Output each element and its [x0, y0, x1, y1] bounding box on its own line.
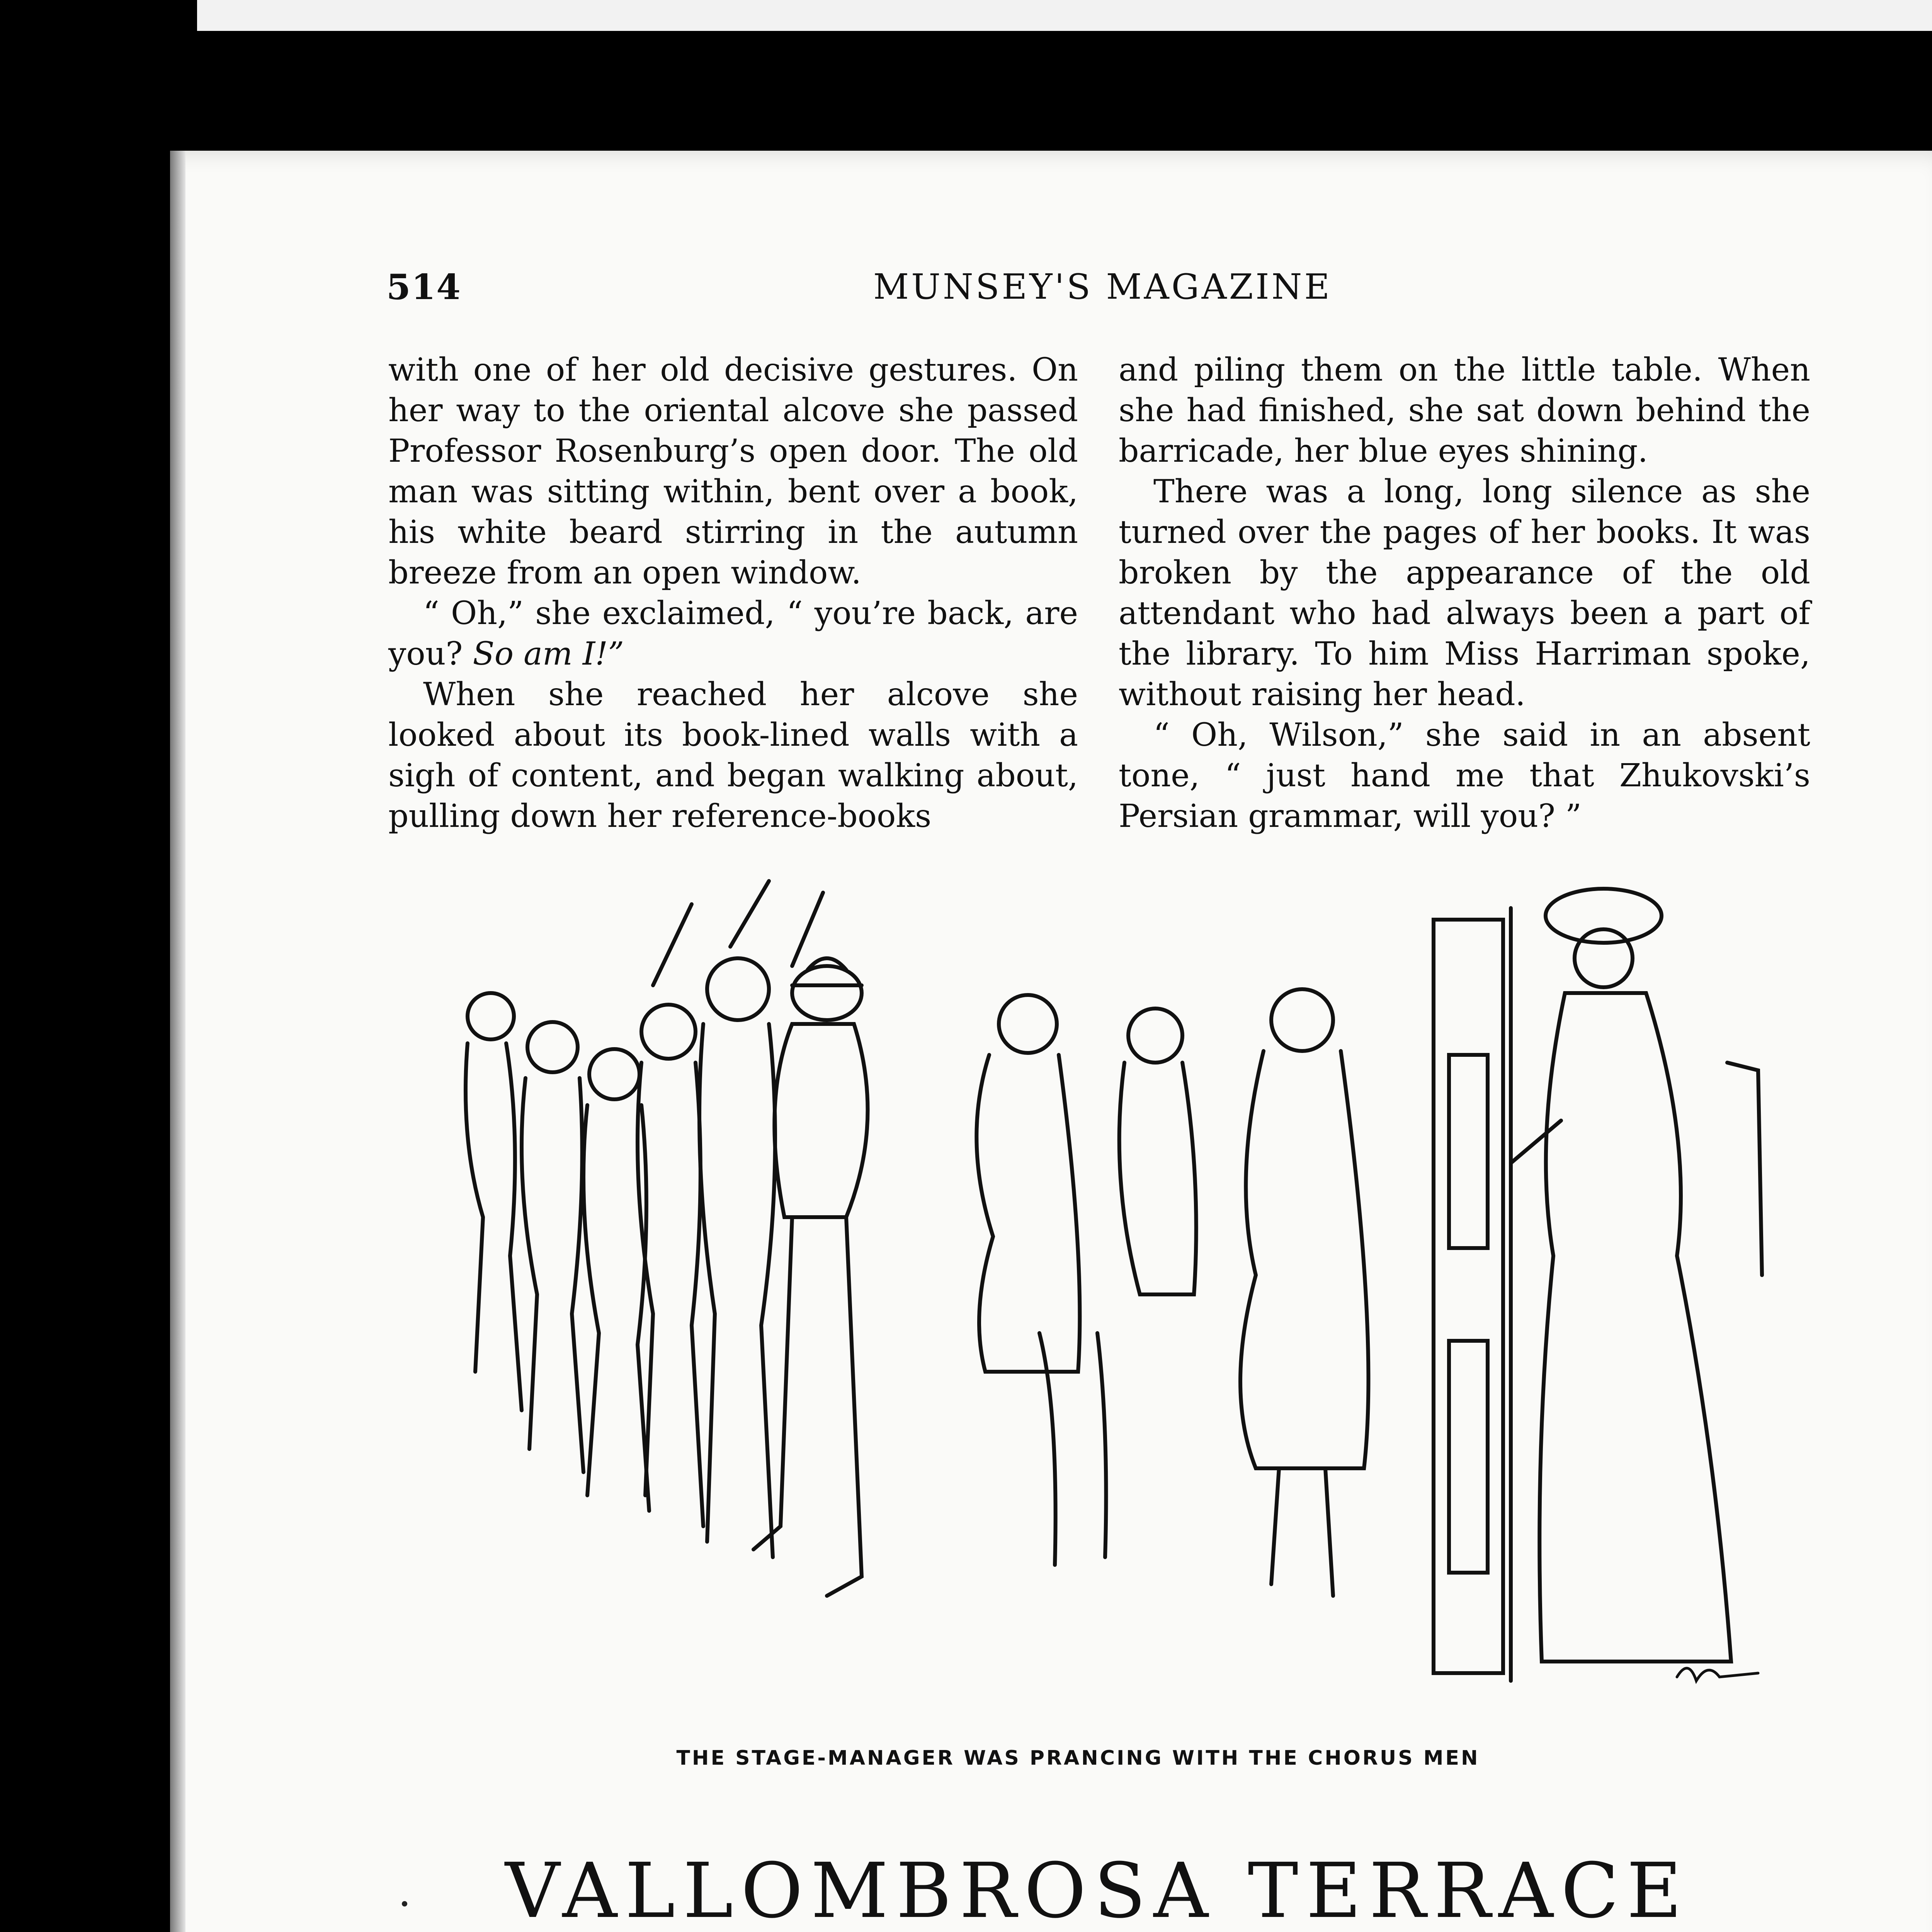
lady-in-hat-figure [1511, 889, 1762, 1662]
chorus-men-figures [466, 881, 823, 1557]
page-binding [170, 151, 185, 1932]
artist-signature [1677, 1668, 1758, 1681]
story-title: VALLOMBROSA TERRACE [505, 1847, 1690, 1932]
page-number: 514 [386, 267, 461, 308]
paragraph: with one of her old decisive gestures. On her way to the oriental alcove she passed Professor Rosenburg’s open door. The old man was sitting within, bent over a book, his white beard stirring in the autumn breeze from an open window. [388, 352, 1078, 591]
door-drawing [1434, 908, 1511, 1681]
paragraph [388, 593, 1078, 674]
paragraph: When she reached her alcove she looked about its book-lined walls with a sigh of content, and began walking about, pulling down her reference-books [388, 676, 1078, 835]
dialogue-text: “ Oh,” she exclaimed, “ you’re back, are you? [388, 595, 1078, 672]
illustration-caption: THE STAGE-MANAGER WAS PRANCING WITH THE CHORUS MEN [676, 1747, 1480, 1770]
paragraph: There was a long, long silence as she turned over the pages of her books. It was broken by the appearance of the old attendant who had always been a part of the library. To him Miss Harriman spoke, without raising her head. [1119, 473, 1810, 713]
previous-page-strip [197, 0, 1932, 31]
paragraph: “ Oh, Wilson,” she said in an absent tone, “ just hand me that Zhukovski’s Persian grammar, will you? ” [1119, 717, 1810, 835]
chorus-illustration [421, 869, 1812, 1727]
italic-text: So am I!” [473, 636, 624, 672]
print-speck [402, 1901, 407, 1906]
running-head [386, 267, 1816, 321]
top-right-column [1119, 350, 1810, 837]
paragraph: and piling them on the little table. When she had finished, she sat down behind the barricade, her blue eyes shining. [1119, 352, 1810, 469]
top-left-column [388, 350, 1078, 837]
magazine-title: MUNSEY'S MAGAZINE [873, 267, 1332, 307]
chorus-women-figures [976, 989, 1368, 1596]
